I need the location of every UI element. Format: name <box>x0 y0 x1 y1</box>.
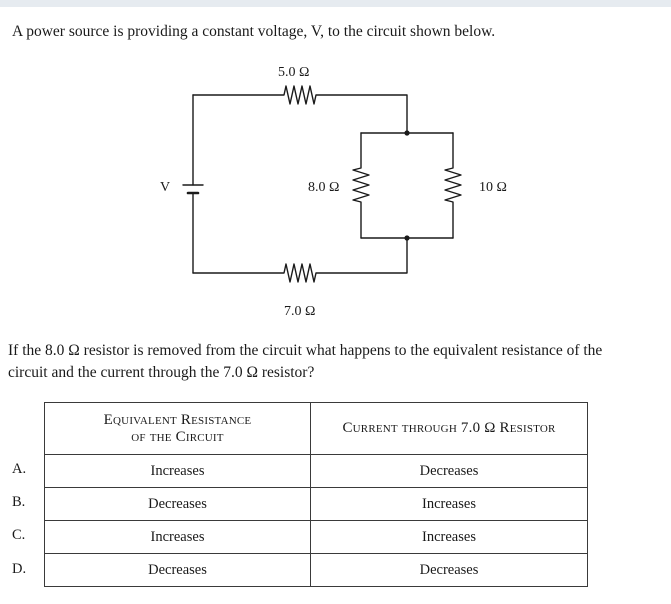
option-letter-a: A. <box>12 461 27 477</box>
row-d-current: Decreases <box>311 554 588 587</box>
option-letter-d: D. <box>12 561 27 577</box>
left-parallel-resistor <box>353 133 369 238</box>
question-intro: A power source is providing a constant voltage, V, to the circuit shown below. <box>12 23 496 40</box>
label-top-resistor: 5.0 Ω <box>278 65 310 80</box>
table-row <box>45 521 588 554</box>
table-row <box>45 488 588 521</box>
question-line-1: If the 8.0 Ω resistor is removed from the circuit what happens to the equivalent resistance of the <box>8 342 603 359</box>
junction-top <box>404 130 409 135</box>
option-letter-c: C. <box>12 527 26 543</box>
header-left-line1: Equivalent Resistance <box>103 411 252 428</box>
row-c-current: Increases <box>311 521 588 554</box>
row-a-current: Decreases <box>311 455 588 488</box>
answer-table <box>44 402 588 587</box>
label-bottom-resistor: 7.0 Ω <box>284 304 316 319</box>
label-source-v: V <box>160 180 171 195</box>
option-letter-b: B. <box>12 494 26 510</box>
row-b-current: Increases <box>311 488 588 521</box>
header-left-line2: of the Circuit <box>131 428 224 445</box>
row-c-resistance: Increases <box>45 521 311 554</box>
header-equivalent-resistance <box>45 403 311 455</box>
label-10-ohm: 10 Ω <box>479 180 507 195</box>
question-line-2: circuit and the current through the 7.0 Ω resistor? <box>8 364 315 381</box>
table-row <box>45 554 588 587</box>
table-header-row <box>45 403 588 455</box>
bottom-wire <box>193 238 407 282</box>
header-right-text: Current through 7.0 Ω Resistor <box>342 420 556 436</box>
row-a-resistance: Increases <box>45 455 311 488</box>
table-row <box>45 455 588 488</box>
row-b-resistance: Decreases <box>45 488 311 521</box>
top-wire <box>193 86 407 133</box>
label-8-ohm: 8.0 Ω <box>308 180 340 195</box>
row-d-resistance: Decreases <box>45 554 311 587</box>
header-current <box>311 403 588 455</box>
junction-bottom <box>404 235 409 240</box>
right-parallel-resistor <box>445 133 461 238</box>
